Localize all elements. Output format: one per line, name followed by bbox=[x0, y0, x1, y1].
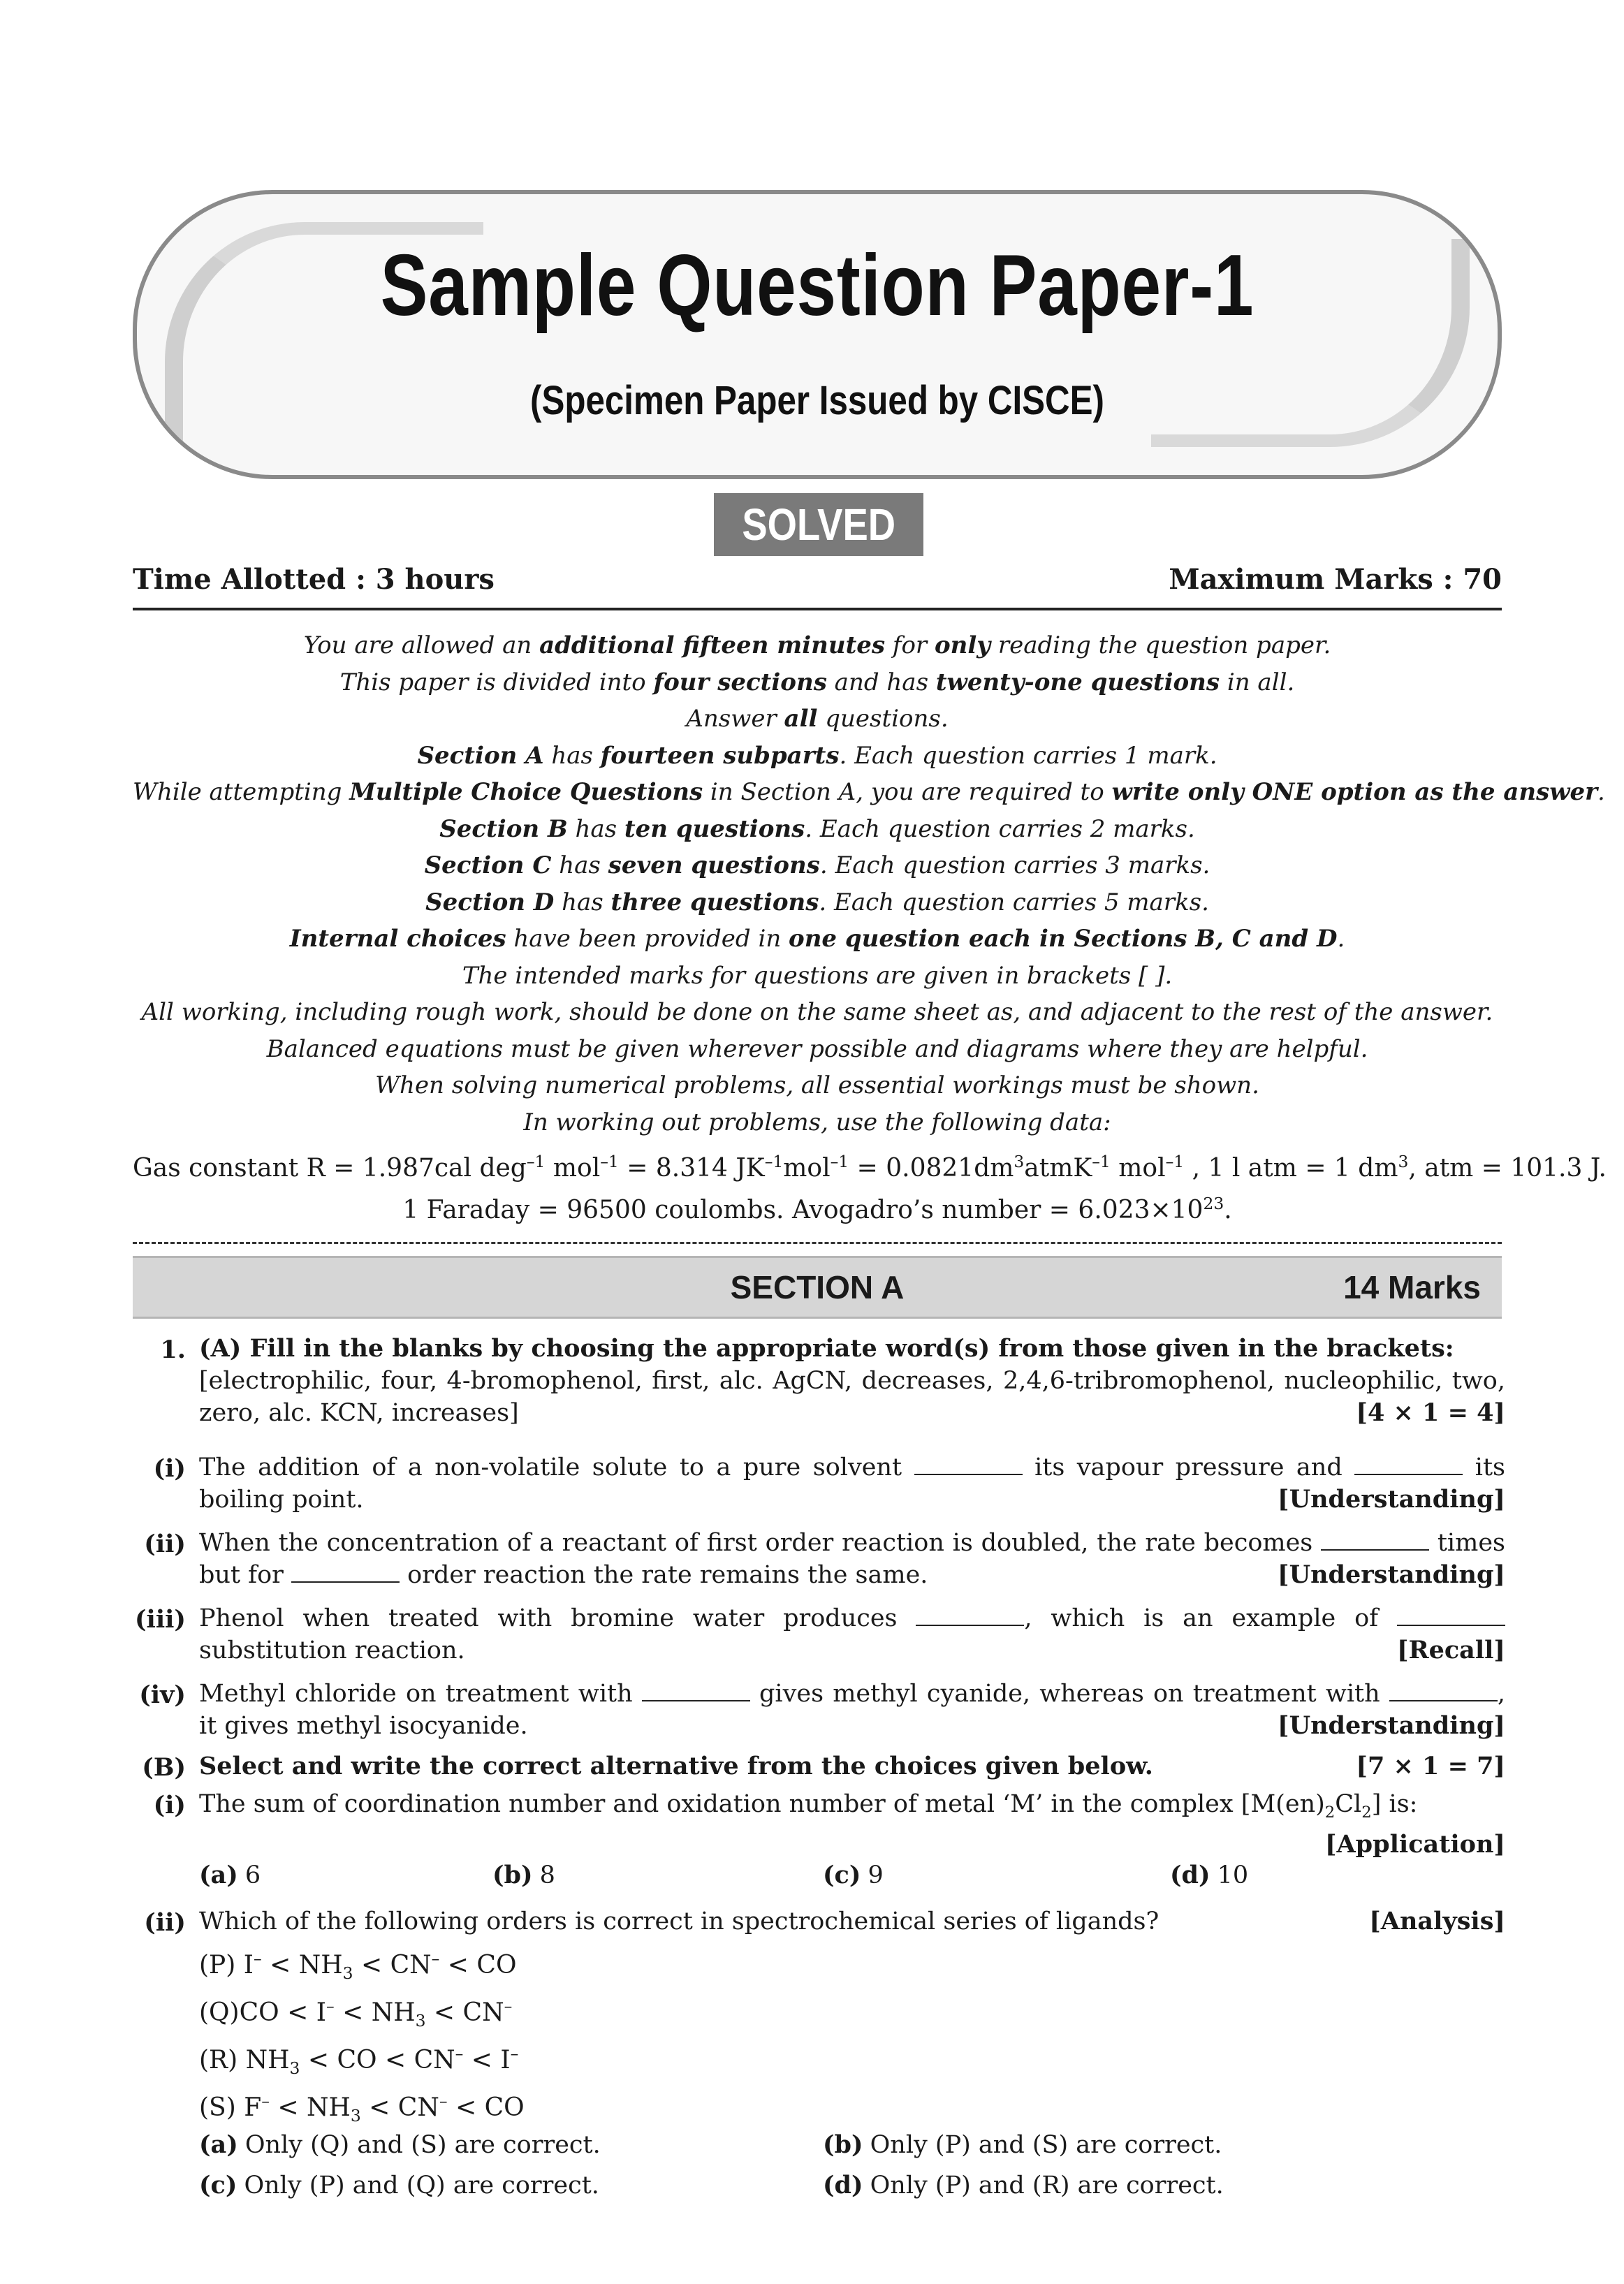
instruction-line: Answer all questions. bbox=[686, 705, 949, 733]
paper-subtitle: (Specimen Paper Issued by CISCE) bbox=[530, 378, 1104, 423]
instruction-line: The intended marks for questions are given in brackets [ ]. bbox=[462, 961, 1173, 990]
faraday-avogadro-line: 1 Faraday = 96500 coulombs. Avogadro’s number = $6.023\times 10^{23}$. bbox=[402, 1194, 1232, 1224]
question-1a bbox=[199, 1333, 1505, 1429]
question-1b-i: The sum of coordination number and oxidation number of metal ‘M’ in the complex $[M(en)_2Cl_2]$ is: [Application] bbox=[199, 1788, 1505, 1861]
answer-blank bbox=[1397, 1604, 1505, 1626]
answer-blank bbox=[291, 1560, 400, 1583]
option-d: (d) Only (P) and (R) are correct. bbox=[823, 2171, 1224, 2199]
answer-blank bbox=[914, 1453, 1023, 1475]
subquestion-number: (iii) bbox=[134, 1605, 186, 1634]
answer-blank bbox=[642, 1679, 750, 1701]
series-s: (S) $F^- < NH_3 < CN^-$ < CO bbox=[199, 2091, 525, 2126]
instruction-line: Section B has ten questions. Each question carries 2 marks. bbox=[439, 814, 1195, 843]
question-1b-ii: Which of the following orders is correct in spectrochemical series of ligands? [Analysis] bbox=[199, 1905, 1505, 1938]
series-q: $(Q)CO < I^- < NH_3 < CN^-$ bbox=[199, 1996, 513, 2031]
answer-blank bbox=[1389, 1679, 1498, 1701]
option-a: (a) Only (Q) and (S) are correct. bbox=[199, 2130, 601, 2159]
option-c: (c) 9 bbox=[823, 1861, 884, 1889]
instructions-block bbox=[133, 627, 1607, 1224]
instruction-line: Section C has seven questions. Each question carries 3 marks. bbox=[424, 851, 1210, 879]
instruction-line: Section D has three questions. Each question carries 5 marks. bbox=[425, 888, 1209, 916]
option-d: (d) 10 bbox=[1170, 1861, 1249, 1889]
cognitive-tag: [Application] bbox=[1324, 1830, 1505, 1859]
part-number: (B) bbox=[142, 1753, 186, 1782]
instruction-line: Internal choices have been provided in one question each in Sections B, C and D. bbox=[289, 925, 1345, 953]
title-banner bbox=[133, 190, 1502, 479]
time-allotted: Time Allotted : 3 hours bbox=[133, 563, 495, 596]
option-b: (b) Only (P) and (S) are correct. bbox=[823, 2130, 1222, 2159]
subquestion-number: (iv) bbox=[139, 1681, 186, 1709]
question-1a-iv: Methyl chloride on treatment with gives methyl cyanide, whereas on treatment with , it gives methyl isocyanide. [Understanding] bbox=[199, 1678, 1505, 1742]
cognitive-tag: [Recall] bbox=[1396, 1636, 1505, 1664]
answer-blank bbox=[1354, 1453, 1463, 1475]
header-divider bbox=[133, 608, 1502, 610]
dashed-divider bbox=[133, 1242, 1502, 1244]
instruction-line: You are allowed an additional fifteen minutes for only reading the question paper. bbox=[303, 631, 1331, 659]
cognitive-tag: [Analysis] bbox=[1369, 1907, 1505, 1935]
solved-badge: SOLVED bbox=[714, 493, 923, 556]
subquestion-number: (ii) bbox=[144, 1908, 186, 1937]
answer-blank bbox=[916, 1604, 1024, 1626]
question-1a-ii: When the concentration of a reactant of first order reaction is doubled, the rate becomes times but for order reaction the rate remains the same. [Understanding] bbox=[199, 1527, 1505, 1591]
instruction-line: Balanced equations must be given wherever possible and diagrams where they are helpful. bbox=[266, 1034, 1368, 1063]
word-bank: [electrophilic, four, 4-bromophenol, first, alc. AgCN, decreases, 2,4,6-tribromophenol, nucleophilic, two, zero, alc. KCN, increases] [4 × 1 = 4] bbox=[199, 1365, 1505, 1429]
marks-tag: [4 × 1 = 4] bbox=[1356, 1398, 1505, 1427]
instruction-line: All working, including rough work, should be done on the same sheet as, and adjacent to the rest of the answer. bbox=[141, 998, 1493, 1026]
subquestion-number: (i) bbox=[153, 1791, 186, 1820]
instruction-line: In working out problems, use the following data: bbox=[523, 1108, 1111, 1136]
section-title: SECTION A bbox=[730, 1269, 905, 1305]
cognitive-tag: [Understanding] bbox=[1278, 1711, 1505, 1740]
paper-title: Sample Question Paper-1 bbox=[380, 237, 1254, 334]
subquestion-number: (i) bbox=[153, 1454, 186, 1483]
cognitive-tag: [Understanding] bbox=[1278, 1485, 1505, 1514]
instruction-line: When solving numerical problems, all essential workings must be shown. bbox=[375, 1071, 1259, 1099]
instruction-line: Section A has fourteen subparts. Each question carries 1 mark. bbox=[417, 741, 1217, 770]
maximum-marks: Maximum Marks : 70 bbox=[1169, 563, 1502, 596]
option-a: (a) 6 bbox=[199, 1861, 261, 1889]
section-header bbox=[133, 1256, 1502, 1319]
gas-constant-line: Gas constant R = 1.987cal deg$^{-1}$ mol$^{-1}$ = 8.314 $JK^{-1}mol^{-1}$ = $0.0821dm^3atmK^{-1}$ mol$^{-1}$ , 1 l atm = 1 $dm^3$, atm = 101.3 J. bbox=[133, 1152, 1607, 1183]
marks-tag: [7 × 1 = 7] bbox=[1356, 1752, 1505, 1780]
option-c: (c) Only (P) and (Q) are correct. bbox=[199, 2171, 599, 2199]
part-a-heading: (A) Fill in the blanks by choosing the appropriate word(s) from those given in the brackets: bbox=[199, 1334, 1454, 1363]
answer-blank bbox=[1321, 1528, 1429, 1551]
question-1b: Select and write the correct alternative from the choices given below. [7 × 1 = 7] bbox=[199, 1750, 1505, 1782]
series-p: (P) $I^- < NH_3 < CN^-$ < CO bbox=[199, 1949, 517, 1984]
question-number: 1. bbox=[160, 1335, 186, 1364]
question-1a-i: The addition of a non-volatile solute to a pure solvent its vapour pressure and its boiling point. [Understanding] bbox=[199, 1451, 1505, 1516]
series-r: (R) $NH_3$ < CO < CN– < I– bbox=[199, 2044, 519, 2079]
question-1a-iii: Phenol when treated with bromine water produces , which is an example of substitution reaction. [Recall] bbox=[199, 1602, 1505, 1667]
cognitive-tag: [Understanding] bbox=[1278, 1560, 1505, 1589]
instruction-line: While attempting Multiple Choice Questions in Section A, you are required to write only ONE option as the answer. bbox=[133, 778, 1605, 806]
section-marks: 14 Marks bbox=[1343, 1269, 1481, 1305]
instruction-line: This paper is divided into four sections and has twenty-one questions in all. bbox=[339, 668, 1295, 696]
option-b: (b) 8 bbox=[492, 1861, 555, 1889]
subquestion-number: (ii) bbox=[144, 1530, 186, 1558]
